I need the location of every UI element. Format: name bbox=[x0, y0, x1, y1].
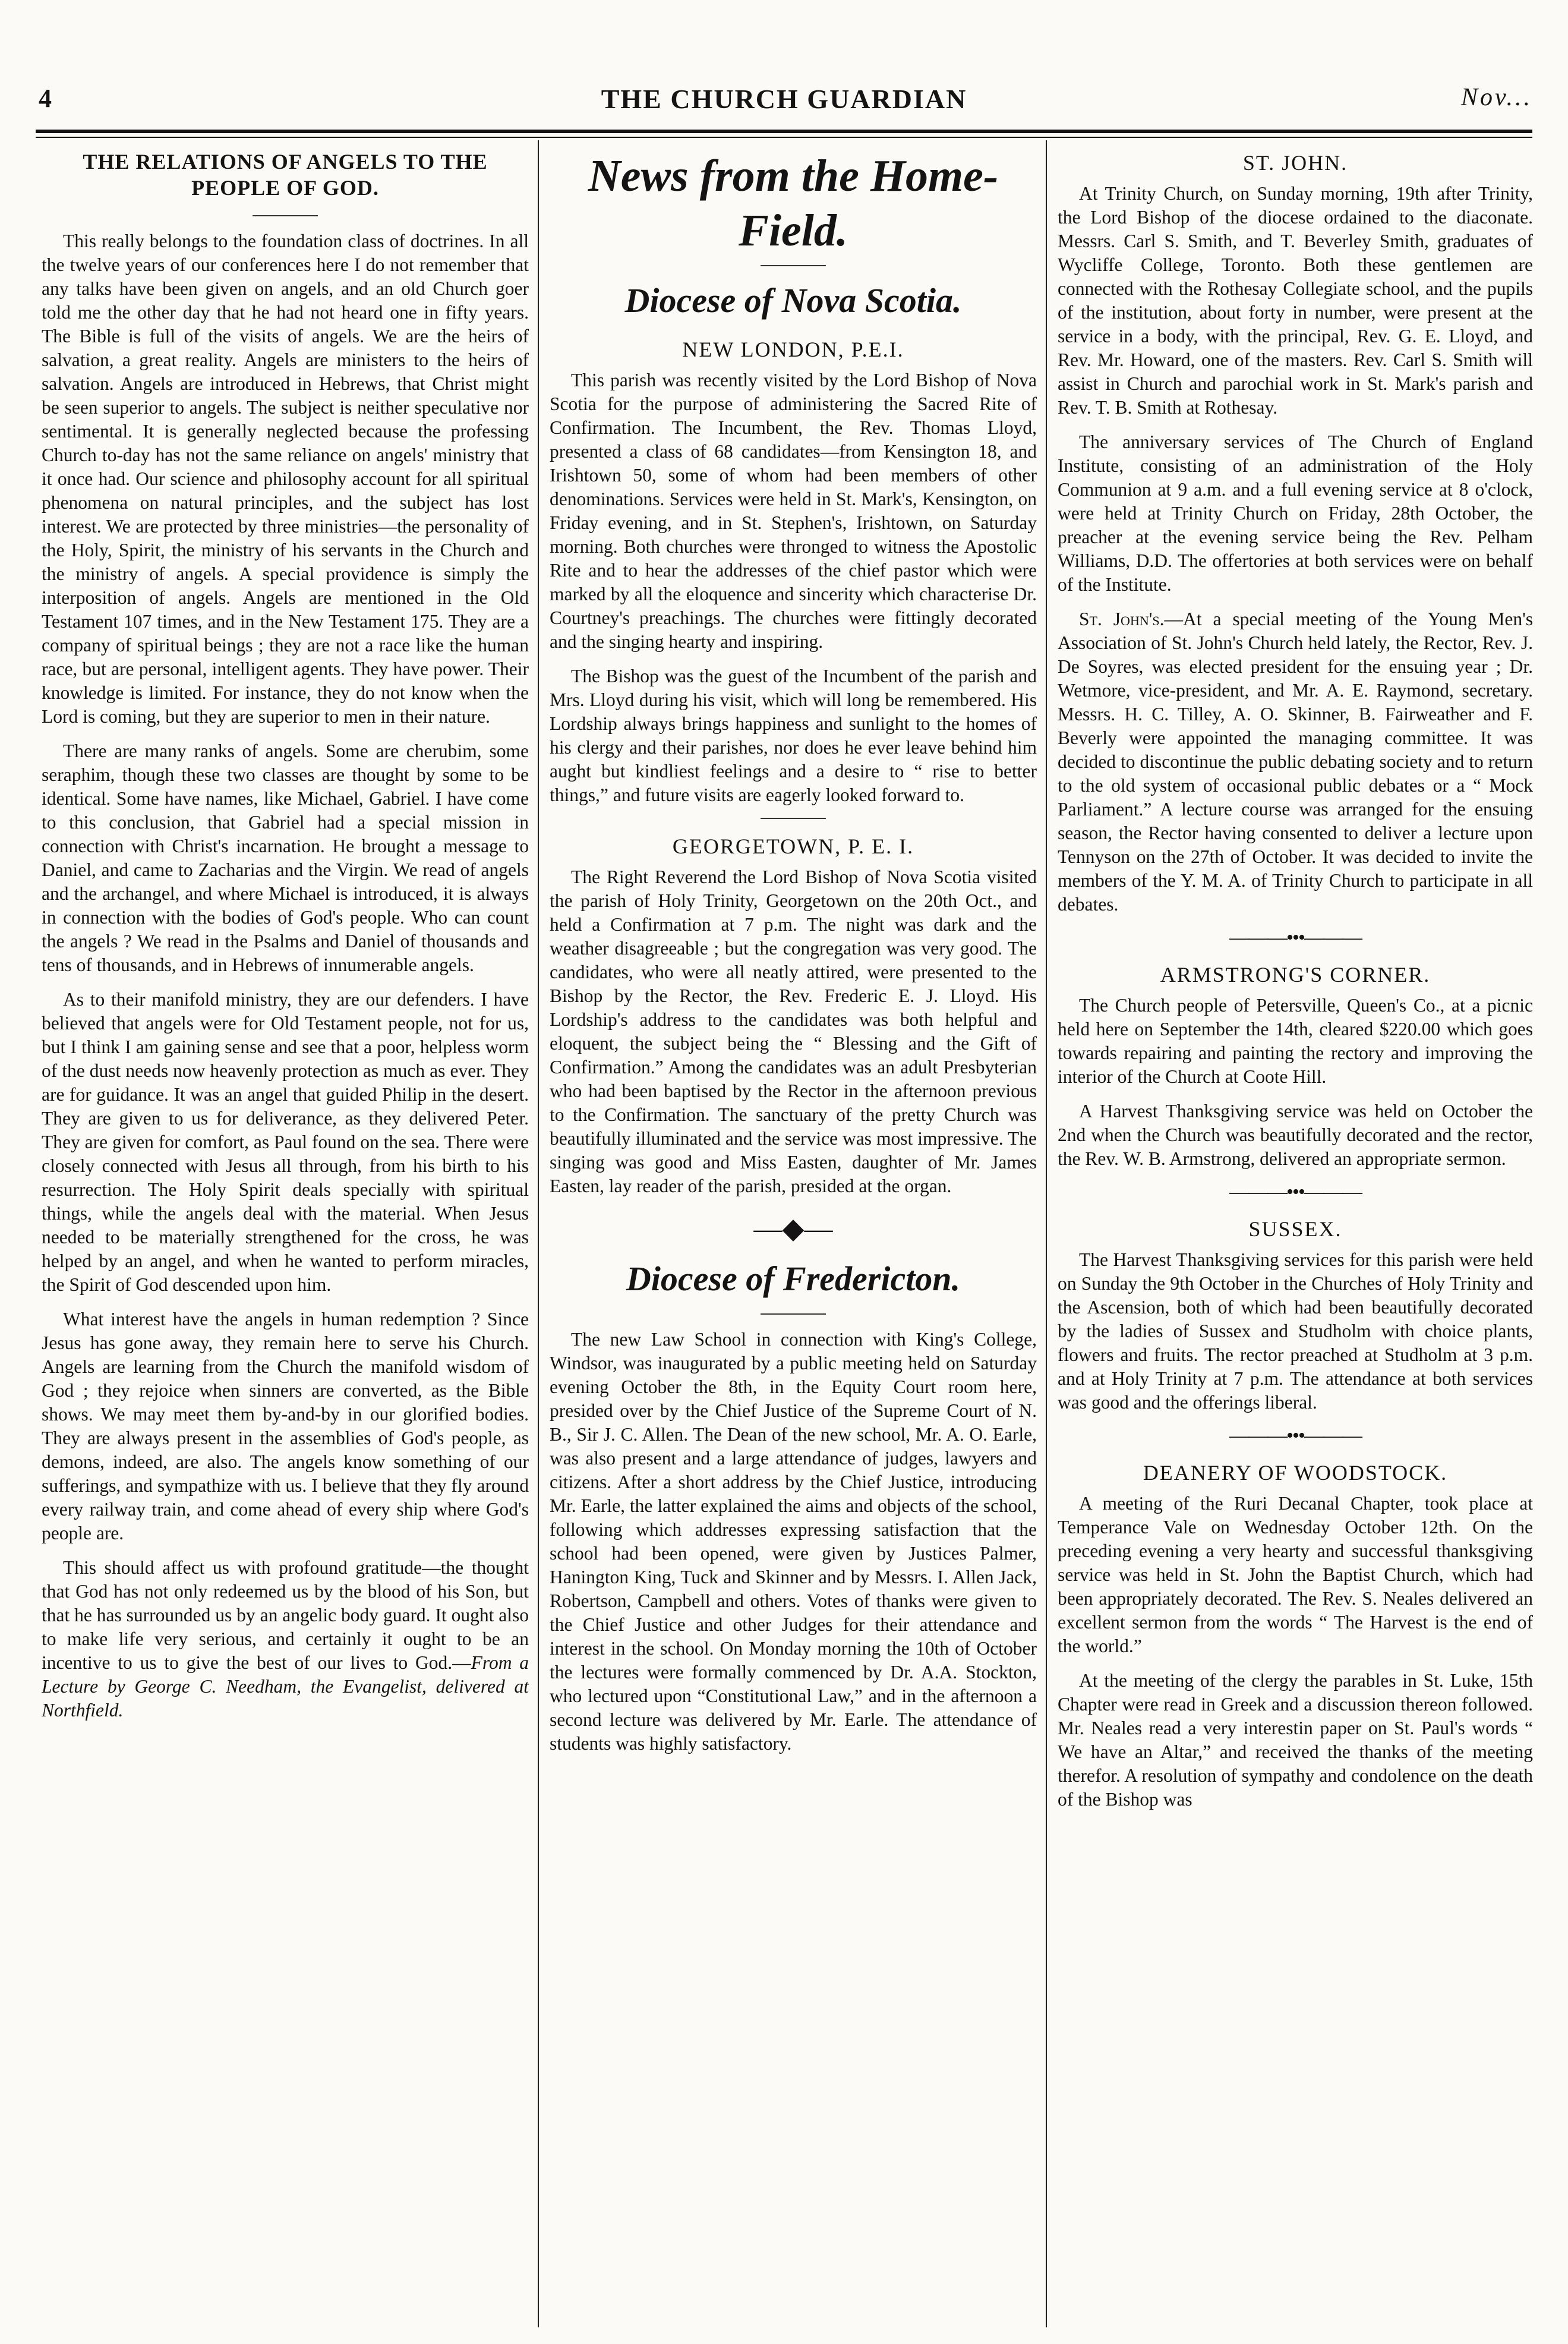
news-paragraph: A meeting of the Ruri Decanal Chapter, took place at Temperance Vale on Wednesday October 12th. On the preceding evening a very hearty and successful thanksgiving service was held in St. John the Baptist Church, which had been appropriately decorated. The Rev. S. Neales delivered an excellent sermon from the words “ The Harvest is the end of the world.” bbox=[1058, 1493, 1533, 1656]
article-paragraph: What interest have the angels in human redemption ? Since Jesus has gone away, they remain here to serve his Church. Angels are learning from the Church the manifold wisdom of God ; they rejoice when sinners are converted, as the Bible shows. We may meet them by-and-by in our glorified bodies. They are always present in the assemblies of God's people, as demons, indeed, are also. The angels know something of our sufferings, and sympathize with us. I believe that they fly around every railway train, and come ahead of every ship where God's people are. bbox=[42, 1309, 529, 1543]
news-paragraph: The Church people of Petersville, Queen's Co., at a picnic held here on September the 14th, cleared $220.00 which goes towards repairing and painting the rectory and improving the interior of the Church at Coote Hill. bbox=[1058, 995, 1533, 1087]
section-heading: News from the Home-Field. bbox=[588, 151, 999, 256]
item-rule bbox=[761, 818, 826, 819]
article-paragraph: As to their manifold ministry, they are our defenders. I have believed that angels were for Old Testament people, not for us, but I think I am gaining sense and see that a poor, helpless worm of the dust needs now heavenly protection as much as ever. They are for guidance. It was an angel that guided Philip in the desert. They are given to us for deliverance, as they delivered Peter. They are given for comfort, as Paul found on the sea. There were closely connected with Jesus all through, from his birth to his resurrection. The Holy Spirit deals specially with spiritual things, while the angels deal with the material. When Jesus needed to be materially strengthened for the cross, he was helped by an angel, and when he wanted to perform miracles, the Spirit of God descended upon him. bbox=[42, 989, 529, 1295]
news-paragraph: The anniversary services of The Church of England Institute, consisting of an administration of the Holy Communion at 9 a.m. and a full evening service at 8 o'clock, were held at Trinity Church on Friday, 28th October, the preacher at the evening service being the Rev. Pelham Williams, D.D. The offertories at both services were on behalf of the Institute. bbox=[1058, 431, 1533, 595]
column-2 bbox=[550, 149, 1037, 2324]
place-heading-woodstock: DEANERY OF WOODSTOCK. bbox=[1143, 1461, 1448, 1485]
place-heading-sussex: SUSSEX. bbox=[1248, 1217, 1342, 1241]
diocese-heading-fredericton: Diocese of Fredericton. bbox=[626, 1259, 961, 1298]
header-rule-thin bbox=[36, 137, 1532, 138]
place-heading-new-london: NEW LONDON, P.E.I. bbox=[682, 338, 904, 361]
running-title: THE CHURCH GUARDIAN bbox=[601, 84, 967, 114]
diocese-heading-nova-scotia: Diocese of Nova Scotia. bbox=[624, 281, 962, 320]
article-paragraph: There are many ranks of angels. Some are cherubim, some seraphim, though these two classes are thought by some to be identical. Some have names, like Michael, Gabriel. I have come to this conclusion, that Gabriel had a special mission in connection with Christ's incarnation. He brought a message to Daniel, and came to Zacharias and the Virgin. We read of angels and the archangel, and where Michael is introduced, it is always in connection with the bodies of God's people. Who can count the angels ? We read in the Psalms and Daniel of thousands and tens of thousands, and in Hebrews of innumerable angels. bbox=[42, 741, 529, 975]
page-number: 4 bbox=[39, 84, 52, 113]
ornamental-rule: ———•••——— bbox=[1229, 1425, 1361, 1447]
column-divider-1 bbox=[538, 140, 539, 2327]
ornamental-rule: ———•••——— bbox=[1229, 1181, 1361, 1203]
column-1 bbox=[42, 149, 529, 2324]
column-divider-2 bbox=[1046, 140, 1047, 2327]
page-header bbox=[0, 83, 1568, 125]
header-rule-thick bbox=[36, 130, 1532, 133]
issue-date: Nov... bbox=[1460, 84, 1532, 111]
place-heading-armstrongs-corner: ARMSTRONG'S CORNER. bbox=[1160, 963, 1431, 987]
news-paragraph bbox=[1058, 607, 1533, 916]
news-paragraph: At Trinity Church, on Sunday morning, 19th after Trinity, the Lord Bishop of the diocese ordained to the diaconate. Messrs. Carl S. Smith, and T. Beverley Smith, graduates of Wycliffe College, Toronto. Both these gentlemen are connected with the Rothesay Collegiate school, and the pupils of the institution, about forty in number, were present at the service in a body, with the principal, Rev. G. E. Lloyd, and Rev. Mr. Howard, one of the masters. Rev. Carl S. Smith will assist in Church and parochial work in St. Mark's parish and Rev. T. B. Smith at Rothesay. bbox=[1058, 183, 1533, 418]
item-rule bbox=[761, 1313, 826, 1315]
title-rule bbox=[253, 215, 318, 216]
place-heading-st-john: ST. JOHN. bbox=[1242, 151, 1348, 175]
section-rule bbox=[761, 265, 826, 266]
attribution: From a Lecture by George C. Needham, the Evangelist, delivered at Northfield. bbox=[42, 1652, 529, 1721]
paragraph-lead: St. John's. bbox=[1079, 609, 1165, 629]
column-3 bbox=[1058, 149, 1533, 2324]
news-paragraph: The new Law School in connection with King's College, Windsor, was inaugurated by a public meeting held on Saturday evening October the 8th, in the Equity Court room here, presided over by the Chief Justice of the Supreme Court of N. B., Sir J. C. Allen. The Dean of the new school, Mr. A. O. Earle, was also present and a large attendance of judges, lawyers and citizens. After a short address by the Chief Justice, introducing Mr. Earle, the latter explained the aims and objects of the school, following which addresses expressing satisfaction that the school had been opened, were given by Justices Palmer, Hanington King, Tuck and Skinner and by Messrs. I. Allen Jack, Robertson, Campbell and others. Votes of thanks were given to the Chief Justice and other Judges for their attendance and interest in the school. On Monday morning the 10th of October the lectures were formally commenced by Dr. A.A. Stockton, who lectured upon “Constitutional Law,” and in the afternoon a second lecture was delivered by Mr. Earle. The attendance of students was highly satisfactory. bbox=[550, 1329, 1037, 1754]
ornamental-rule: ———•••——— bbox=[1229, 927, 1361, 949]
article-paragraph: This really belongs to the foundation class of doctrines. In all the twelve years of our conferences here I do not remember that any talks have been given on angels, and an old Church goer told me the other day that he had not heard one in fifty years. The Bible is full of the visits of angels. We are the heirs of salvation, a great reality. Angels are ministers to the heirs of salvation. Angels are introduced in Hebrews, that Christ might be seen superior to angels. The subject is neither speculative nor sentimental. It is generally neglected because the professing Church to-day has not the same reliance on angels' ministry that it once had. Our science and philosophy account for all spiritual phenomena on natural principles, and the subject has lost interest. We are protected by three ministries—the personality of the Holy, Spirit, the ministry of his servants in the Church and the ministry of angels. A special providence is simply the interposition of angels. Angels are mentioned in the Old Testament 107 times, and in the New Testament 175. They are a company of spiritual beings ; they are not a race like the human race, but are personal, intelligent agents. They have power. Their knowledge is limited. For instance, they do not know when the Lord is coming, but they are superior to men in their nature. bbox=[42, 231, 529, 727]
ornamental-divider: —◆— bbox=[753, 1213, 833, 1245]
news-paragraph: At the meeting of the clergy the parables in St. Luke, 15th Chapter were read in Greek and a discussion thereon followed. Mr. Neales read a very interestin paper on St. Paul's words “ We have an Altar,” and received the thanks of the meeting therefor. A resolution of sympathy and condolence on the death of the Bishop was bbox=[1058, 1670, 1533, 1810]
article-title-angels: THE RELATIONS OF ANGELS TO THE PEOPLE OF GOD. bbox=[83, 150, 488, 200]
news-paragraph: This parish was recently visited by the Lord Bishop of Nova Scotia for the purpose of administering the Sacred Rite of Confirmation. The Incumbent, the Rev. Thomas Lloyd, presented a class of 68 candidates—from Kensington 18, and Irishtown 50, some of whom had been members of other denominations. Services were held in St. Mark's, Kensington, on Friday evening, and in St. Stephen's, Irishtown, on Saturday morning. Both churches were thronged to witness the Apostolic Rite and to hear the addresses of the chief pastor which were marked by all the eloquence and sincerity which characterise Dr. Courtney's preachings. The churches were fittingly decorated and the singing hearty and inspiring. bbox=[550, 370, 1037, 652]
paragraph-body: —At a special meeting of the Young Men's Association of St. John's Church held lately, the Rector, Rev. J. De Soyres, was elected president for the ensuing year ; Dr. Wetmore, vice-president, and Mr. A. E. Raymond, secretary. Messrs. H. C. Tilley, A. O. Skinner, B. Fairweather and F. Beverly were appointed the managing committee. It was decided to discontinue the public debating society and to return to the old system of occasional public debates or a “ Mock Parliament.” A lecture course was arranged for the ensuing season, the Rector having consented to deliver a lecture upon Tennyson on the 27th of October. It was decided to invite the members of the Y. M. A. of Trinity Church to participate in all debates. bbox=[1058, 609, 1533, 915]
news-paragraph: A Harvest Thanksgiving service was held on October the 2nd when the Church was beautifully decorated and the rector, the Rev. W. B. Armstrong, delivered an appropriate sermon. bbox=[1058, 1101, 1533, 1169]
news-paragraph: The Right Reverend the Lord Bishop of Nova Scotia visited the parish of Holy Trinity, Georgetown on the 20th Oct., and held a Confirmation at 7 p.m. The night was dark and the weather disagreeable ; but the congregation was very good. The candidates, who were all neatly attired, were presented to the Bishop by the Rector, the Rev. Frederic E. J. Lloyd. His Lordship's address to the candidates was both helpful and eloquent, the subject being the “ Blessing and the Gift of Confirmation.” Among the candidates was an adult Presbyterian who had been baptised by the Rector in the afternoon previous to the Confirmation. The sanctuary of the pretty Church was beautifully illuminated and the service was most impressive. The singing was good and Miss Easten, daughter of Mr. James Easten, lay reader of the parish, presided at the organ. bbox=[550, 867, 1037, 1196]
place-heading-georgetown: GEORGETOWN, P. E. I. bbox=[672, 834, 914, 858]
news-paragraph: The Harvest Thanksgiving services for this parish were held on Sunday the 9th October in the Churches of Holy Trinity and the Ascension, both of which had been beautifully decorated by the ladies of Sussex and Studholm with choice plants, flowers and fruits. The rector preached at Studholm at 3 p.m. and at Holy Trinity at 7 p.m. The attendance at both services was good and the offerings liberal. bbox=[1058, 1249, 1533, 1413]
final-text: This should affect us with profound gratitude—the thought that God has not only redeemed us by the blood of his Son, but that he has surrounded us by an angelic body guard. It ought also to make life very serious, and certainly it ought to be an incentive to us to give the best of our lives to God.— bbox=[42, 1557, 529, 1673]
news-paragraph: The Bishop was the guest of the Incumbent of the parish and Mrs. Lloyd during his visit, which will long be remembered. His Lordship always brings happiness and sunlight to the homes of his clergy and their parishes, nor does he ever leave behind him aught but kindliest feelings and a desire to “ rise to better things,” and future visits are eagerly looked forward to. bbox=[550, 666, 1037, 805]
article-paragraph-final bbox=[42, 1556, 529, 1722]
